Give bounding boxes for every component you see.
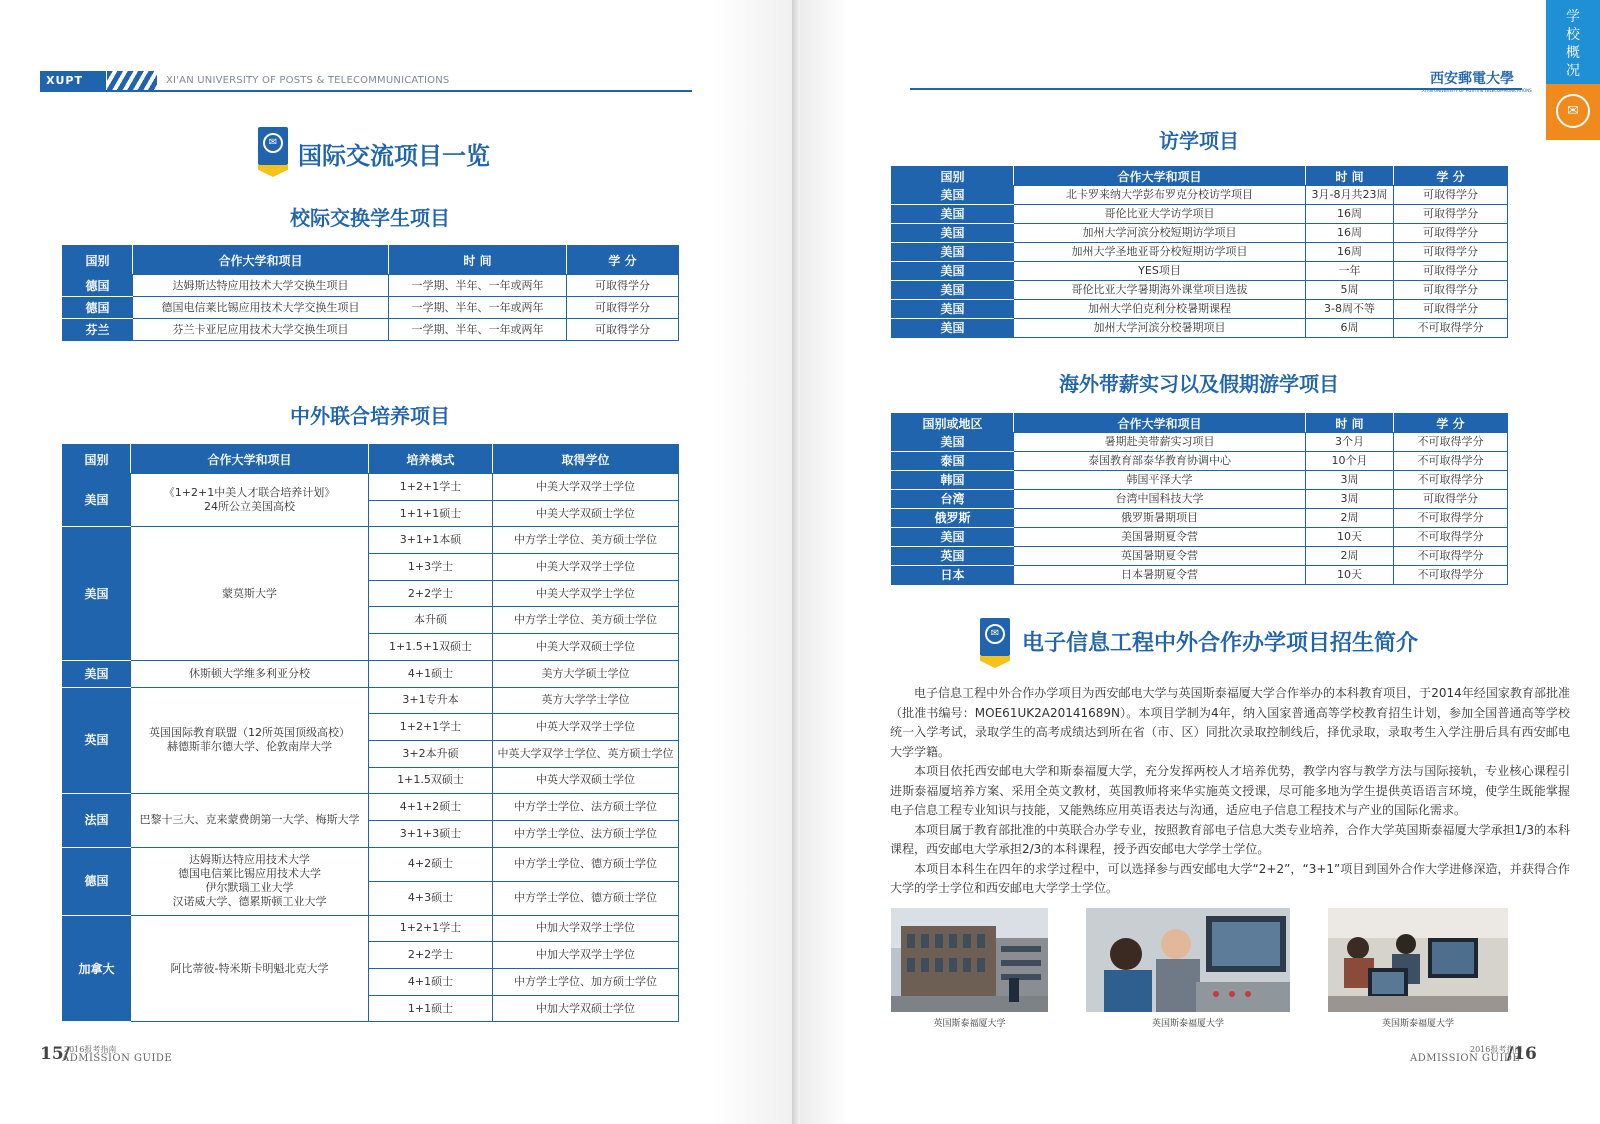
country-cell: 俄罗斯 xyxy=(892,509,1014,528)
degree-cell: 英方大学学士学位 xyxy=(493,687,679,714)
time-cell: 16周 xyxy=(1306,243,1394,262)
credit-cell: 可取得学分 xyxy=(567,319,679,341)
section-side-tab xyxy=(1546,0,1600,84)
intro-paragraph: 电子信息工程中外合作办学项目为西安邮电大学与英国斯泰福厦大学合作举办的本科教育项目，于2014年经国家教育部批准（批准书编号：MOE61UK2A20141689N）。本项目学制为4年，纳入国家普通高等学校教育招生计划，参加全国普通高等学校统一入学考试，录取学生的高考成绩达到所在省（市、区）同批次录取控制线后，择优录取，录取考生入学注册后具有西安邮电大学学籍。 xyxy=(890,686,1570,759)
shield-icon: ✉ xyxy=(258,127,288,175)
program-line: 伊尔默瑙工业大学 xyxy=(205,881,294,895)
mode-cell: 4+2硕士 xyxy=(369,847,493,881)
credit-cell: 可取得学分 xyxy=(1394,262,1508,281)
country-cell: 美国 xyxy=(892,262,1014,281)
table-row xyxy=(63,915,679,942)
degree-cell: 中方学士学位、德方硕士学位 xyxy=(493,881,679,915)
time-cell: 3个月 xyxy=(1306,433,1394,452)
program-intro-title: 电子信息工程中外合作办学项目招生简介 xyxy=(1022,630,1419,656)
table-row xyxy=(892,452,1508,471)
mode-cell: 2+2学士 xyxy=(369,942,493,969)
program-cell: 日本暑期夏令营 xyxy=(1014,566,1306,585)
table-row xyxy=(63,687,679,714)
table-row xyxy=(63,794,679,821)
table-row xyxy=(63,319,679,341)
col-header-credit: 学 分 xyxy=(1394,414,1508,433)
time-cell: 16周 xyxy=(1306,205,1394,224)
photo-caption: 英国斯泰福厦大学 xyxy=(1381,1019,1454,1029)
col-header-mode: 培养模式 xyxy=(369,445,493,474)
program-cell: 加州大学伯克利分校暑期课程 xyxy=(1014,300,1306,319)
university-brand xyxy=(1422,68,1532,93)
degree-cell: 中美大学双硕士学位 xyxy=(493,634,679,661)
program-cell: 德国电信莱比锡应用技术大学交换生项目 xyxy=(133,297,389,319)
col-header-credit: 学 分 xyxy=(1394,167,1508,186)
program-line: 汉诺威大学、德累斯顿工业大学 xyxy=(172,895,327,909)
program-cell: 哥伦比亚大学暑期海外课堂项目选拔 xyxy=(1014,281,1306,300)
program-intro-text xyxy=(890,684,1570,899)
program-cell: 韩国平泽大学 xyxy=(1014,471,1306,490)
footer-guide-left: ADMISSION GUIDE xyxy=(62,1053,173,1064)
credit-cell: 不可取得学分 xyxy=(1394,471,1508,490)
joint-table xyxy=(62,444,679,1022)
time-cell: 2周 xyxy=(1306,547,1394,566)
program-line: 阿比蒂彼-特米斯卡明魁北克大学 xyxy=(170,961,329,975)
degree-cell: 中方学士学位、法方硕士学位 xyxy=(493,794,679,821)
brand-chinese-name: 西安郵電大學 xyxy=(1430,71,1514,87)
degree-cell: 中英大学双学士学位、英方硕士学位 xyxy=(493,740,679,767)
intern-section-title: 海外带薪实习以及假期游学项目 xyxy=(1059,372,1339,396)
country-cell: 泰国 xyxy=(892,452,1014,471)
campus-building-photo xyxy=(891,908,1048,1012)
page-number-left: 15/ xyxy=(40,1044,70,1064)
exchange-section-title: 校际交换学生项目 xyxy=(290,206,450,230)
mode-cell: 3+1+3硕士 xyxy=(369,820,493,847)
mode-cell: 4+1硕士 xyxy=(369,660,493,687)
mode-cell: 本升硕 xyxy=(369,607,493,634)
table-row xyxy=(63,275,679,297)
credit-cell: 不可取得学分 xyxy=(1394,547,1508,566)
degree-cell: 中方学士学位、法方硕士学位 xyxy=(493,820,679,847)
country-cell: 德国 xyxy=(63,297,133,319)
program-cell xyxy=(131,794,369,847)
time-cell: 2周 xyxy=(1306,509,1394,528)
mode-cell: 4+1硕士 xyxy=(369,969,493,996)
program-line: 英国国际教育联盟（12所英国顶级高校） xyxy=(149,726,350,740)
lab-teaching-photo xyxy=(1086,908,1290,1012)
country-cell: 美国 xyxy=(892,319,1014,338)
left-page xyxy=(0,0,792,1124)
table-row xyxy=(892,205,1508,224)
mode-cell: 3+2本升硕 xyxy=(369,740,493,767)
program-line: 蒙莫斯大学 xyxy=(222,586,277,600)
country-cell: 美国 xyxy=(892,433,1014,452)
intro-paragraph: 本项目属于教育部批准的中英联合办学专业，按照教育部电子信息大类专业培养，合作大学英国斯泰福厦大学承担1/3的本科课程，西安邮电大学承担2/3的本科课程，授予西安邮电大学学士学位。 xyxy=(890,822,1570,856)
credit-cell: 可取得学分 xyxy=(1394,205,1508,224)
program-cell: 北卡罗来纳大学彭布罗克分校访学项目 xyxy=(1014,186,1306,205)
program-cell: 俄罗斯暑期项目 xyxy=(1014,509,1306,528)
brand-english-name: XI'AN UNIVERSITY OF POSTS & TELECOMMUNICATIONS xyxy=(1422,88,1532,93)
table-row xyxy=(892,243,1508,262)
program-cell: 美国暑期夏令营 xyxy=(1014,528,1306,547)
credit-cell: 不可取得学分 xyxy=(1394,528,1508,547)
side-tab-char: 校 xyxy=(1566,27,1580,43)
country-cell: 美国 xyxy=(63,660,131,687)
col-header-degree: 取得学位 xyxy=(493,445,679,474)
visit-section-title: 访学项目 xyxy=(1159,129,1239,153)
program-cell xyxy=(131,915,369,1022)
time-cell: 6周 xyxy=(1306,319,1394,338)
degree-cell: 中方学士学位、美方硕士学位 xyxy=(493,527,679,554)
program-cell: 英国暑期夏令营 xyxy=(1014,547,1306,566)
emblem-icon: ✉ xyxy=(1556,94,1590,128)
country-cell: 美国 xyxy=(892,243,1014,262)
credit-cell: 可取得学分 xyxy=(1394,243,1508,262)
credit-cell: 可取得学分 xyxy=(1394,490,1508,509)
program-cell xyxy=(131,527,369,660)
photo-caption: 英国斯泰福厦大学 xyxy=(933,1019,1006,1029)
degree-cell: 中方学士学位、德方硕士学位 xyxy=(493,847,679,881)
program-cell: YES项目 xyxy=(1014,262,1306,281)
table-row xyxy=(892,509,1508,528)
col-header-time: 时 间 xyxy=(389,246,567,275)
page-number-right: /16 xyxy=(1507,1044,1537,1064)
table-row xyxy=(892,566,1508,585)
main-title: 国际交流项目一览 xyxy=(298,141,490,170)
degree-cell: 美方大学硕士学位 xyxy=(493,660,679,687)
time-cell: 10个月 xyxy=(1306,452,1394,471)
program-line: 休斯顿大学维多利亚分校 xyxy=(189,666,310,680)
mode-cell: 1+1.5双硕士 xyxy=(369,767,493,794)
time-cell: 一学期、半年、一年或两年 xyxy=(389,275,567,297)
program-cell: 加州大学圣地亚哥分校短期访学项目 xyxy=(1014,243,1306,262)
table-row xyxy=(892,186,1508,205)
book-gutter xyxy=(792,0,800,1124)
col-header-region: 国别或地区 xyxy=(892,414,1014,433)
col-header-country: 国别 xyxy=(63,246,133,275)
credit-cell: 不可取得学分 xyxy=(1394,319,1508,338)
credit-cell: 不可取得学分 xyxy=(1394,509,1508,528)
footer-guide-right: ADMISSION GUIDE xyxy=(1410,1053,1521,1064)
credit-cell: 不可取得学分 xyxy=(1394,452,1508,471)
degree-cell: 中美大学双学士学位 xyxy=(493,580,679,607)
table-row xyxy=(63,474,679,501)
table-row xyxy=(892,224,1508,243)
table-row xyxy=(892,300,1508,319)
intro-paragraph: 本项目依托西安邮电大学和斯泰福厦大学，充分发挥两校人才培养优势，教学内容与教学方法与国际接轨，专业核心课程引进斯泰福厦培养方案、采用全英文教材，英国教师将来华实施英文授课，尽可能多地为学生提供英语语言环境，使学生既能掌握电子信息工程专业知识与技能，又能熟练应用英语表达与沟通，适应电子信息工程技术与产业的国际化需求。 xyxy=(890,764,1570,817)
degree-cell: 中加大学双硕士学位 xyxy=(493,995,679,1022)
time-cell: 3周 xyxy=(1306,471,1394,490)
program-line: 24所公立美国高校 xyxy=(204,500,295,514)
table-row xyxy=(892,471,1508,490)
credit-cell: 可取得学分 xyxy=(1394,300,1508,319)
credit-cell: 不可取得学分 xyxy=(1394,566,1508,585)
col-header-program: 合作大学和项目 xyxy=(1014,167,1306,186)
country-cell: 美国 xyxy=(892,281,1014,300)
country-cell: 美国 xyxy=(63,474,131,527)
footer-year-left: 2016报考指南 xyxy=(64,1045,117,1054)
right-page xyxy=(800,0,1600,1124)
program-cell: 达姆斯达特应用技术大学交换生项目 xyxy=(133,275,389,297)
table-row xyxy=(63,660,679,687)
country-cell: 芬兰 xyxy=(63,319,133,341)
intern-table xyxy=(891,413,1508,585)
program-cell: 芬兰卡亚尼应用技术大学交换生项目 xyxy=(133,319,389,341)
table-row xyxy=(63,527,679,554)
degree-cell: 中方学士学位、美方硕士学位 xyxy=(493,607,679,634)
program-cell xyxy=(131,687,369,794)
mode-cell: 3+1+1本硕 xyxy=(369,527,493,554)
country-cell: 韩国 xyxy=(892,471,1014,490)
time-cell: 一学期、半年、一年或两年 xyxy=(389,297,567,319)
shield-icon: ✉ xyxy=(980,618,1010,666)
side-tab-char: 学 xyxy=(1566,9,1580,25)
time-cell: 10天 xyxy=(1306,566,1394,585)
program-cell: 泰国教育部泰华教育协调中心 xyxy=(1014,452,1306,471)
credit-cell: 可取得学分 xyxy=(1394,224,1508,243)
side-tab-char: 况 xyxy=(1566,63,1580,79)
table-row xyxy=(892,490,1508,509)
table-row xyxy=(892,528,1508,547)
exchange-table xyxy=(62,245,679,341)
country-cell: 美国 xyxy=(892,224,1014,243)
table-row xyxy=(892,319,1508,338)
program-cell xyxy=(131,660,369,687)
table-row xyxy=(892,433,1508,452)
time-cell: 3-8周不等 xyxy=(1306,300,1394,319)
computer-lab-photo xyxy=(1328,908,1508,1012)
degree-cell: 中美大学双硕士学位 xyxy=(493,500,679,527)
country-cell: 英国 xyxy=(892,547,1014,566)
program-cell xyxy=(131,474,369,527)
university-emblem-badge xyxy=(1546,84,1600,140)
col-header-country: 国别 xyxy=(892,167,1014,186)
mode-cell: 1+3学士 xyxy=(369,554,493,581)
degree-cell: 中加大学双学士学位 xyxy=(493,915,679,942)
col-header-program: 合作大学和项目 xyxy=(1014,414,1306,433)
credit-cell: 可取得学分 xyxy=(1394,281,1508,300)
table-row xyxy=(63,297,679,319)
joint-section-title: 中外联合培养项目 xyxy=(290,404,450,428)
table-row xyxy=(892,262,1508,281)
mode-cell: 4+1+2硕士 xyxy=(369,794,493,821)
degree-cell: 中英大学双硕士学位 xyxy=(493,767,679,794)
mode-cell: 1+2+1学士 xyxy=(369,714,493,741)
country-cell: 美国 xyxy=(892,300,1014,319)
country-cell: 台湾 xyxy=(892,490,1014,509)
degree-cell: 中加大学双学士学位 xyxy=(493,942,679,969)
country-cell: 法国 xyxy=(63,794,131,847)
credit-cell: 不可取得学分 xyxy=(1394,433,1508,452)
header-stripes xyxy=(107,71,157,91)
credit-cell: 可取得学分 xyxy=(1394,186,1508,205)
program-cell: 暑期赴美带薪实习项目 xyxy=(1014,433,1306,452)
program-line: 《1+2+1中美人才联合培养计划》 xyxy=(163,486,336,500)
degree-cell: 中美大学双学士学位 xyxy=(493,554,679,581)
col-header-country: 国别 xyxy=(63,445,131,474)
country-cell: 美国 xyxy=(892,528,1014,547)
mode-cell: 1+2+1学士 xyxy=(369,915,493,942)
program-cell: 加州大学河滨分校暑期项目 xyxy=(1014,319,1306,338)
time-cell: 3周 xyxy=(1306,490,1394,509)
col-header-program: 合作大学和项目 xyxy=(131,445,369,474)
mode-cell: 2+2学士 xyxy=(369,580,493,607)
country-cell: 德国 xyxy=(63,847,131,915)
mode-cell: 1+1+1硕士 xyxy=(369,500,493,527)
table-row xyxy=(63,847,679,881)
university-english-name: XI'AN UNIVERSITY OF POSTS & TELECOMMUNICATIONS xyxy=(166,75,450,86)
time-cell: 10天 xyxy=(1306,528,1394,547)
time-cell: 5周 xyxy=(1306,281,1394,300)
degree-cell: 中英大学双学士学位 xyxy=(493,714,679,741)
country-cell: 德国 xyxy=(63,275,133,297)
program-cell: 哥伦比亚大学访学项目 xyxy=(1014,205,1306,224)
program-line: 德国电信莱比锡应用技术大学 xyxy=(178,867,321,881)
mode-cell: 4+3硕士 xyxy=(369,881,493,915)
mode-cell: 3+1专升本 xyxy=(369,687,493,714)
side-tab-char: 概 xyxy=(1566,45,1580,61)
mode-cell: 1+2+1学士 xyxy=(369,474,493,501)
program-cell: 台湾中国科技大学 xyxy=(1014,490,1306,509)
header-rule xyxy=(40,90,692,92)
col-header-time: 时 间 xyxy=(1306,414,1394,433)
mode-cell: 1+1.5+1双硕士 xyxy=(369,634,493,661)
table-row xyxy=(892,547,1508,566)
footer-year-right: 2016报考指南 xyxy=(1470,1045,1523,1054)
time-cell: 一学期、半年、一年或两年 xyxy=(389,319,567,341)
program-line: 巴黎十三大、克来蒙费朗第一大学、梅斯大学 xyxy=(139,813,360,827)
mode-cell: 1+1硕士 xyxy=(369,995,493,1022)
country-cell: 日本 xyxy=(892,566,1014,585)
country-cell: 美国 xyxy=(892,186,1014,205)
country-cell: 美国 xyxy=(892,205,1014,224)
col-header-program: 合作大学和项目 xyxy=(133,246,389,275)
program-cell xyxy=(131,847,369,915)
visit-table xyxy=(891,166,1508,338)
xupt-logo xyxy=(40,71,106,91)
country-cell: 美国 xyxy=(63,527,131,660)
credit-cell: 可取得学分 xyxy=(567,275,679,297)
program-cell: 加州大学河滨分校短期访学项目 xyxy=(1014,224,1306,243)
time-cell: 3月-8月共23周 xyxy=(1306,186,1394,205)
xupt-logo-text: XUPT xyxy=(46,74,83,87)
photo-caption: 英国斯泰福厦大学 xyxy=(1151,1019,1224,1029)
country-cell: 加拿大 xyxy=(63,915,131,1022)
degree-cell: 中方学士学位、加方硕士学位 xyxy=(493,969,679,996)
credit-cell: 可取得学分 xyxy=(567,297,679,319)
program-line: 达姆斯达特应用技术大学 xyxy=(189,853,310,867)
col-header-credit: 学 分 xyxy=(567,246,679,275)
country-cell: 英国 xyxy=(63,687,131,794)
time-cell: 一年 xyxy=(1306,262,1394,281)
intro-paragraph: 本项目本科生在四年的求学过程中，可以选择参与西安邮电大学“2+2”，“3+1”项目到国外合作大学进修深造，并获得合作大学的学士学位和西安邮电大学学士学位。 xyxy=(890,861,1570,895)
time-cell: 16周 xyxy=(1306,224,1394,243)
degree-cell: 中美大学双学士学位 xyxy=(493,474,679,501)
table-row xyxy=(892,281,1508,300)
col-header-time: 时 间 xyxy=(1306,167,1394,186)
program-line: 赫德斯菲尔德大学、伦敦南岸大学 xyxy=(167,740,332,754)
